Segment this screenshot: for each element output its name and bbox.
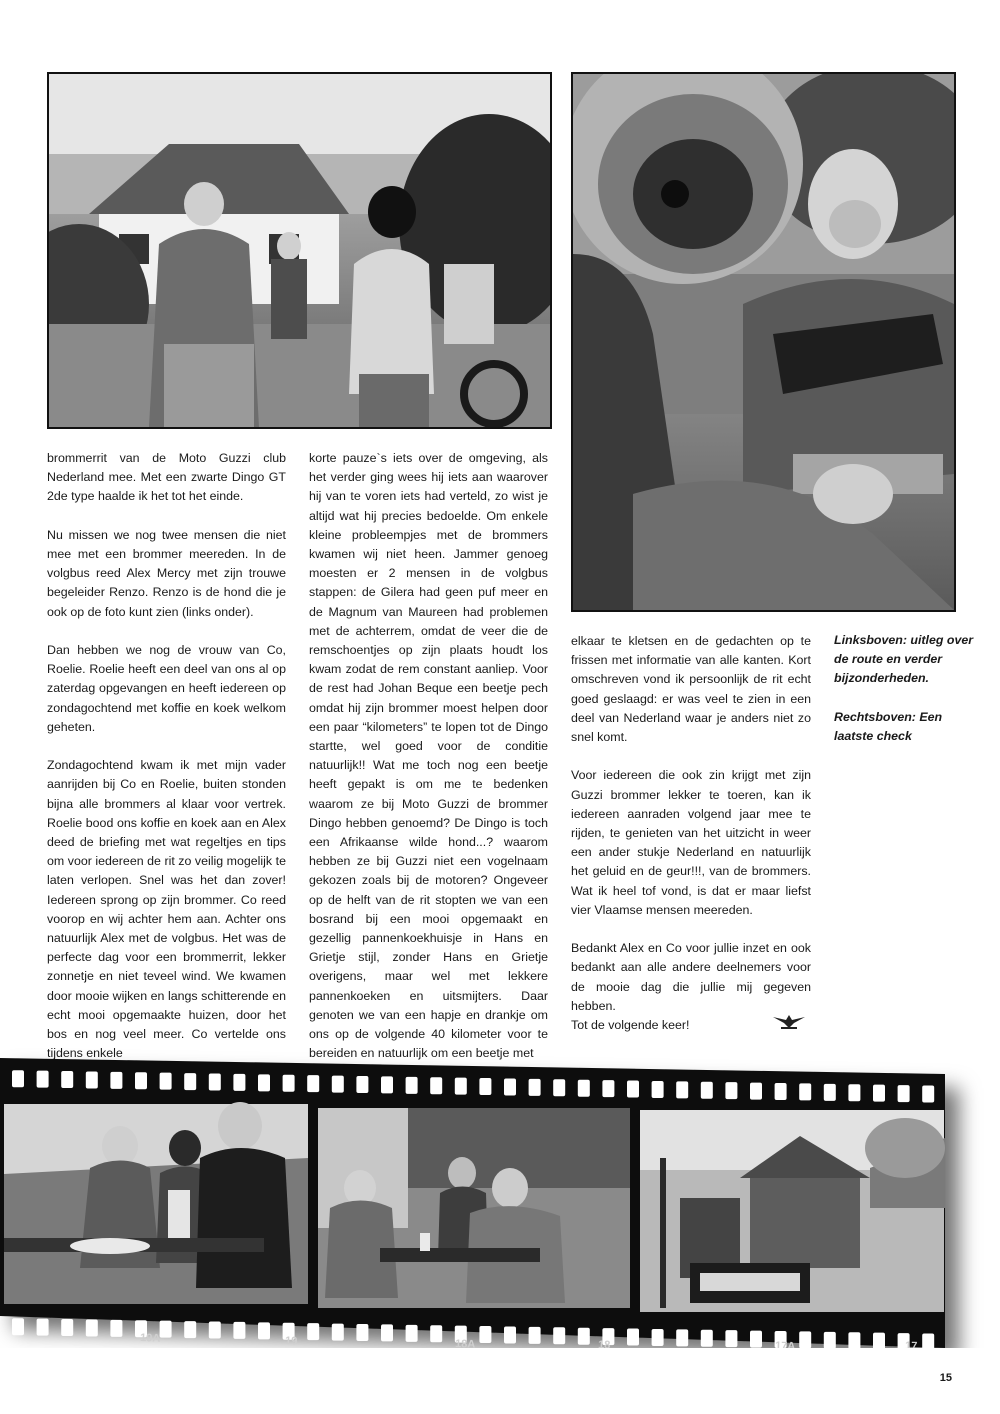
sprocket-hole	[898, 1085, 910, 1102]
sprocket-hole	[160, 1073, 172, 1090]
club-eagle-logo	[772, 1012, 806, 1030]
sprocket-hole	[725, 1082, 737, 1099]
sprocket-hole	[37, 1319, 49, 1336]
sprocket-hole	[110, 1320, 122, 1337]
sprocket-hole	[504, 1078, 516, 1095]
sprocket-hole	[258, 1322, 270, 1339]
sprocket-hole	[209, 1074, 221, 1091]
sprocket-hole	[529, 1327, 541, 1344]
sprocket-hole	[504, 1326, 516, 1343]
paragraph: Dan hebben we nog de vrouw van Co, Roelie. Roelie heeft een deel van ons al op zaterdag opgevangen en heeft iedereen op zondagochtend met koffie en koek welkom geheten.	[47, 643, 286, 734]
sprocket-hole	[283, 1075, 295, 1092]
sprocket-hole	[627, 1081, 639, 1098]
paragraph: Zondagochtend kwam ik met mijn vader aanrijden bij Co en Roelie, buiten stonden bijna alle brommers al klaar voor vertrek. Roelie bood ons koffie en koek aan en Alex deed de briefing met wat regeltjes en tips om voor iedereen de rit zo veilig mogelijk te laten verlopen. Snel was het dan zover! Iedereen sprong op zijn brommer. Co reed voorop en wij achter hem aan. Achter ons natuurlijk Alex met de volgbus. Het was de perfecte dag voor een brommerrit, lekker zonnetje en niet teveel wind. We kwamen door mooie wijken en langs schitterende en echt mooi opgemaakte huizen, door het bos en nog veel meer. Co vertelde ons tijdens enkele	[47, 758, 286, 1061]
sprocket-hole	[725, 1330, 737, 1347]
sprocket-hole	[701, 1330, 713, 1347]
sprocket-hole	[479, 1326, 491, 1343]
sprocket-hole	[873, 1333, 885, 1348]
sprocket-hole	[479, 1078, 491, 1095]
paragraph: Voor iedereen die ook zin krijgt met zijn Guzzi brommer lekker te toeren, kan ik iedereen aanraden volgend jaar mee te rijden, te genieten van het uitzicht in weer een ander stukje Nederland en natuurlijk het geluid en de geur!!!, van de brommers. Wat ik heel tof vond, is dat er maar liefst vier Vlaamse mensen meereden.	[571, 768, 811, 917]
paragraph: Tot de volgende keer!	[571, 1018, 690, 1033]
sprocket-hole	[578, 1328, 590, 1345]
paragraph: brommerrit van de Moto Guzzi club Nederland mee. Met een zwarte Dingo GT 2de type haalde ik het tot het einde.	[47, 451, 286, 504]
sprocket-hole	[184, 1073, 196, 1090]
sprocket-hole	[848, 1332, 860, 1348]
sprocket-hole	[553, 1327, 565, 1344]
film-frame-pancake-house	[640, 1110, 945, 1312]
sprocket-hole	[676, 1081, 688, 1098]
sprocket-hole	[652, 1329, 664, 1346]
sprocket-hole	[430, 1077, 442, 1094]
frame-number: 18	[597, 1339, 611, 1348]
sprocket-hole	[209, 1322, 221, 1339]
paragraph: Nu missen we nog twee mensen die niet mee met een brommer meereden. In de volgbus reed Alex Mercy met zijn trouwe begeleider Renzo. Renzo is de hond die je ook op de foto kunt zien (links onder).	[47, 527, 286, 619]
frame-number: 19A	[139, 1332, 161, 1345]
sprocket-hole	[627, 1329, 639, 1346]
sprocket-hole	[775, 1083, 787, 1100]
sprocket-hole	[381, 1324, 393, 1341]
sprocket-hole	[553, 1079, 565, 1096]
sprocket-hole	[848, 1084, 860, 1101]
frame-number: 17	[904, 1340, 918, 1348]
sprocket-hole	[110, 1072, 122, 1089]
sprocket-hole	[529, 1079, 541, 1096]
sprocket-hole	[922, 1085, 934, 1102]
sprocket-hole	[86, 1071, 98, 1088]
sprocket-hole	[160, 1321, 172, 1338]
sprocket-hole	[652, 1081, 664, 1098]
sprocket-hole	[61, 1071, 73, 1088]
filmstrip	[0, 1048, 1000, 1348]
sprocket-hole	[356, 1076, 368, 1093]
sprocket-hole	[750, 1331, 762, 1348]
sprocket-hole	[258, 1074, 270, 1091]
sprocket-hole	[233, 1074, 245, 1091]
film-frame-terrace	[4, 1102, 308, 1304]
sprocket-hole	[12, 1318, 24, 1335]
frame-number: 19	[284, 1335, 298, 1348]
film-frame-picnic	[318, 1108, 630, 1308]
sprocket-hole	[86, 1319, 98, 1336]
sprocket-hole	[61, 1319, 73, 1336]
sprocket-hole	[406, 1325, 418, 1342]
frame-number: 18A	[454, 1338, 476, 1348]
sprocket-hole	[307, 1075, 319, 1092]
sprocket-hole	[799, 1083, 811, 1100]
sprocket-hole	[307, 1323, 319, 1340]
paragraph: elkaar te kletsen en de gedachten op te frissen met informatie van alle kanten. Kort omschreven vond ik persoonlijk de rit echt goed geslaagd: er was veel te zien in een deel van Nederland waar je anders niet zo snel komt.	[571, 634, 811, 745]
sprocket-hole	[332, 1076, 344, 1093]
sprocket-hole	[873, 1085, 885, 1102]
photo-last-check	[571, 72, 956, 612]
paragraph: korte pauze`s iets over de omgeving, als het verder ging wees hij iets aan waarover hij van te voren iets had verteld, zo wist je altijd wat hij precies bedoelde. Om enkele kleine probleempjes met de brommers kwamen wij niet heen. Jammer genoeg moesten er 2 mensen in de volgbus stappen: de Gilera had geen puf meer en de Magnum van Maureen had problemen met de achterrem, omdat de veer die de remschoentjes op zijn plaats houdt los kwam zodat de rem constant aanliep. Voor de rest had Johan Beque een beetje pech omdat hij zijn brommer moest helpen door een paar “kilometers” te lopen tot de Dingo startte, wel goed voor de conditie natuurlijk!! Wat me toch nog een beetje heeft gepakt is om me te bedenken waarom ze bij Moto Guzzi de brommer Dingo hebben genoemd? De Dingo is toch een Afrikaanse wilde hond...? waarom hebben ze bij Guzzi niet een vogelnaam gekozen zoals bij de motoren? Ongeveer op de helft van de rit stopten we van een bosrand bij een mooi opgemaakt en gezellig pannenkoekhuisje in Hans en Grietje stijl, zonder Hans en Grietje overigens, maar wel met lekkere pannenkoeken en uitsmijters. Daar genoten we van een hapje en drankje om ons op de volgende 40 kilometer voor te bereiden en natuurlijk om een beetje met	[309, 451, 548, 1061]
sprocket-hole	[701, 1082, 713, 1099]
article-column-3	[571, 632, 811, 1035]
sprocket-hole	[799, 1331, 811, 1348]
sprocket-hole	[381, 1076, 393, 1093]
caption-left: Linksboven: uitleg over de route en verder bijzonderheden.	[834, 633, 974, 686]
photo-captions	[834, 631, 984, 765]
article-column-2	[309, 449, 548, 1064]
sprocket-hole	[332, 1324, 344, 1341]
article-column-1	[47, 449, 286, 1063]
page-number: 15	[939, 1372, 952, 1384]
photo-briefing	[47, 72, 552, 429]
sprocket-hole	[233, 1322, 245, 1339]
sprocket-hole	[406, 1077, 418, 1094]
paragraph: Bedankt Alex en Co voor jullie inzet en ook bedankt aan alle andere deelnemers voor de mooie dag die jullie mij gegeven hebben.	[571, 941, 811, 1013]
sprocket-hole	[184, 1321, 196, 1338]
sprocket-hole	[602, 1080, 614, 1097]
sprocket-hole	[455, 1078, 467, 1095]
sprocket-hole	[750, 1083, 762, 1100]
sprocket-hole	[922, 1333, 934, 1348]
sprocket-hole	[824, 1084, 836, 1101]
sprocket-hole	[430, 1325, 442, 1342]
sprocket-hole	[824, 1332, 836, 1348]
sprocket-hole	[37, 1071, 49, 1088]
sprocket-hole	[12, 1070, 24, 1087]
caption-right: Rechtsboven: Een laatste check	[834, 709, 943, 743]
sprocket-hole	[356, 1324, 368, 1341]
frame-number: 17A	[774, 1340, 796, 1348]
sprocket-hole	[578, 1080, 590, 1097]
sprocket-hole	[676, 1329, 688, 1346]
sprocket-hole	[135, 1072, 147, 1089]
